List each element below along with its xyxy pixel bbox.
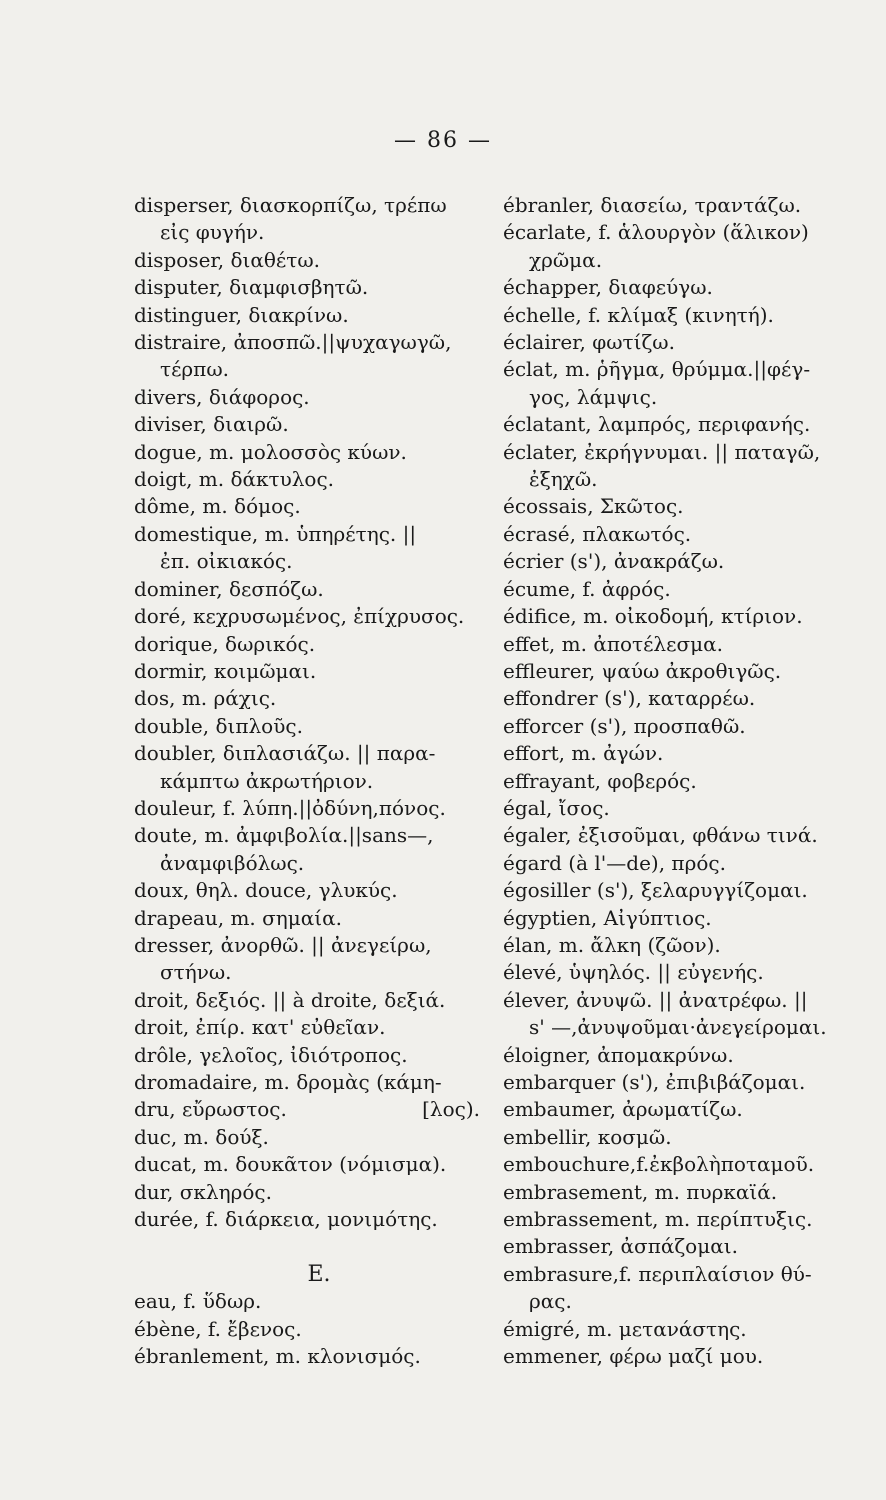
dictionary-line: domestique, m. ὑπηρέτης. || (134, 521, 417, 546)
dictionary-line (134, 1233, 504, 1260)
dictionary-line: dromadaire, m. δρομὰς (κάμη- (134, 1070, 442, 1094)
dictionary-line: drôle, γελοῖος, ἰδιότροπος. (134, 1042, 408, 1067)
dictionary-line: τέρπω. (160, 357, 229, 382)
dictionary-line: diviser, διαιρῶ. (134, 412, 289, 437)
dictionary-line: dresser, ἀνορθῶ. || ἀνεγείρω, (134, 932, 432, 957)
dictionary-line: ἐξηχῶ. (529, 467, 598, 492)
dictionary-line: écossais, Σκῶτος. (503, 494, 684, 519)
dictionary-line (134, 1096, 504, 1123)
dictionary-line: effleurer, ψαύω ἀκροθιγῶς. (503, 658, 782, 683)
dictionary-line: χρῶμα. (529, 247, 603, 272)
dictionary-line: douleur, f. λύπη.||ὀδύνη,πόνος. (134, 795, 446, 820)
dictionary-line: γος, λάμψις. (529, 384, 658, 409)
dictionary-line: double, διπλοῦς. (134, 713, 303, 738)
dictionary-line: écume, f. ἀφρός. (503, 576, 671, 601)
dictionary-line: doré, κεχρυσωμένος, ἐπίχρυσος. (134, 604, 465, 629)
dictionary-line: égosiller (s'), ξελαρυγγίζομαι. (503, 878, 808, 903)
dictionary-line: égaler, ἐξισοῦμαι, φθάνω τινά. (503, 823, 818, 848)
section-heading: E. (307, 1261, 331, 1287)
dictionary-line: ducat, m. δουκᾶτον (νόμισμα). (134, 1152, 447, 1177)
dictionary-line: doubler, διπλασιάζω. || παρα- (134, 741, 436, 766)
dictionary-line: disputer, διαμφισβητῶ. (134, 275, 369, 300)
dictionary-line: doute, m. ἀμφιβολία.||sans—, (134, 823, 434, 848)
page-number: — 86 — (394, 128, 492, 153)
dictionary-line: ρας. (529, 1289, 572, 1314)
dictionary-line: égard (à l'—de), πρός. (503, 850, 726, 875)
dictionary-line: embellir, κοσμῶ. (503, 1124, 672, 1149)
dictionary-line: efforcer (s'), προσπαθῶ. (503, 713, 746, 738)
dictionary-line: ébène, f. ἔβενος. (134, 1316, 302, 1341)
dictionary-line: échelle, f. κλίμαξ (κινητή). (503, 302, 774, 327)
dictionary-line: dormir, κοιμῶμαι. (134, 658, 317, 683)
dictionary-line: effrayant, φοβερός. (503, 768, 697, 793)
dictionary-line: élevé, ὑψηλός. || εὐγενής. (503, 960, 764, 985)
dictionary-line: échapper, διαφεύγω. (503, 275, 713, 300)
dictionary-line: duc, m. δούξ. (134, 1124, 269, 1149)
dictionary-line: distraire, ἀποσπῶ.||ψυχαγωγῶ, (134, 330, 452, 355)
dictionary-line: doux, θηλ. douce, γλυκύς. (134, 878, 398, 903)
dictionary-line: droit, ἐπίρ. κατ' εὐθεῖαν. (134, 1015, 386, 1040)
dictionary-entry-continuation: [λος). (422, 1097, 480, 1122)
dictionary-line: disperser, διασκορπίζω, τρέπω (134, 193, 447, 217)
dictionary-line: embaumer, ἀρωματίζω. (503, 1097, 743, 1122)
dictionary-line: égyptien, Αἰγύπτιος. (503, 905, 712, 930)
dictionary-line: éclatant, λαμπρός, περιφανής. (503, 412, 811, 437)
dictionary-line: édifice, m. οἰκοδομή, κτίριον. (503, 604, 803, 629)
left-column (134, 192, 504, 1370)
dictionary-line: élan, m. ἄλκη (ζῶον). (503, 932, 721, 957)
dictionary-line: ἐπ. οἰκιακός. (160, 549, 293, 574)
dictionary-line: drapeau, m. σημαία. (134, 905, 342, 930)
dictionary-line: écrasé, πλακωτός. (503, 521, 692, 546)
dictionary-line: élever, ἀνυψῶ. || ἀνατρέφω. || (503, 987, 808, 1012)
dictionary-line: ἀναμφιβόλως. (160, 850, 305, 875)
dictionary-line: στήνω. (160, 960, 232, 985)
dictionary-line: éloigner, ἀπομακρύνω. (503, 1042, 734, 1067)
dictionary-line: dos, m. ράχις. (134, 686, 277, 711)
dictionary-line: ébranlement, m. κλονισμός. (134, 1344, 421, 1369)
dictionary-line: divers, διάφορος. (134, 384, 310, 409)
dictionary-line: dorique, δωρικός. (134, 631, 316, 656)
dictionary-line: embrassement, m. περίπτυξις. (503, 1207, 813, 1232)
dictionary-line: distinguer, διακρίνω. (134, 302, 349, 327)
dictionary-line: embrasement, m. πυρκαϊά. (503, 1179, 778, 1204)
dictionary-line: dominer, δεσπόζω. (134, 576, 324, 601)
dictionary-line: κάμπτω ἀκρωτήριον. (160, 768, 374, 793)
dictionary-line: embrasure,f. περιπλαίσιον θύ- (503, 1261, 812, 1286)
right-column (503, 192, 863, 1370)
dictionary-line: effet, m. ἀποτέλεσμα. (503, 631, 723, 656)
dictionary-line: éclater, ἐκρήγνυμαι. || παταγῶ, (503, 439, 821, 464)
dictionary-line: durée, f. διάρκεια, μονιμότης. (134, 1207, 438, 1232)
dictionary-line: émigré, m. μετανάστης. (503, 1316, 747, 1341)
dictionary-line: écrier (s'), ἀνακράζω. (503, 549, 725, 574)
dictionary-line: ébranler, διασείω, τραντάζω. (503, 193, 802, 217)
dictionary-line: εἰς φυγήν. (160, 220, 265, 245)
dictionary-line: embouchure,f.ἐκβολὴποταμοῦ. (503, 1152, 815, 1177)
dictionary-line: droit, δεξιός. || à droite, δεξιά. (134, 987, 446, 1012)
dictionary-line: dur, σκληρός. (134, 1179, 272, 1204)
dictionary-line: s' —,ἀνυψοῦμαι·ἀνεγείρομαι. (529, 1015, 827, 1040)
dictionary-line: eau, f. ὕδωρ. (134, 1289, 262, 1314)
dictionary-line: emmener, φέρω μαζί μου. (503, 1344, 764, 1369)
dictionary-line: disposer, διαθέτω. (134, 247, 321, 272)
dictionary-line: éclat, m. ῥῆγμα, θρύμμα.||φέγ- (503, 357, 811, 382)
dictionary-line: embarquer (s'), ἐπιβιβάζομαι. (503, 1070, 806, 1094)
dictionary-line: éclairer, φωτίζω. (503, 330, 675, 355)
dictionary-line: embrasser, ἀσπάζομαι. (503, 1234, 738, 1259)
dictionary-entry-text: dru, εὔρωστος. (134, 1097, 287, 1122)
dictionary-line: écarlate, f. ἁλουργὸν (ἅλικον) (503, 220, 809, 245)
dictionary-line: effondrer (s'), καταρρέω. (503, 686, 756, 711)
dictionary-line: doigt, m. δάκτυλος. (134, 467, 335, 492)
dictionary-line: effort, m. ἀγών. (503, 741, 664, 766)
dictionary-line: dôme, m. δόμος. (134, 494, 301, 519)
dictionary-line: dogue, m. μολοσσὸς κύων. (134, 439, 407, 464)
dictionary-line: égal, ἴσος. (503, 795, 610, 820)
